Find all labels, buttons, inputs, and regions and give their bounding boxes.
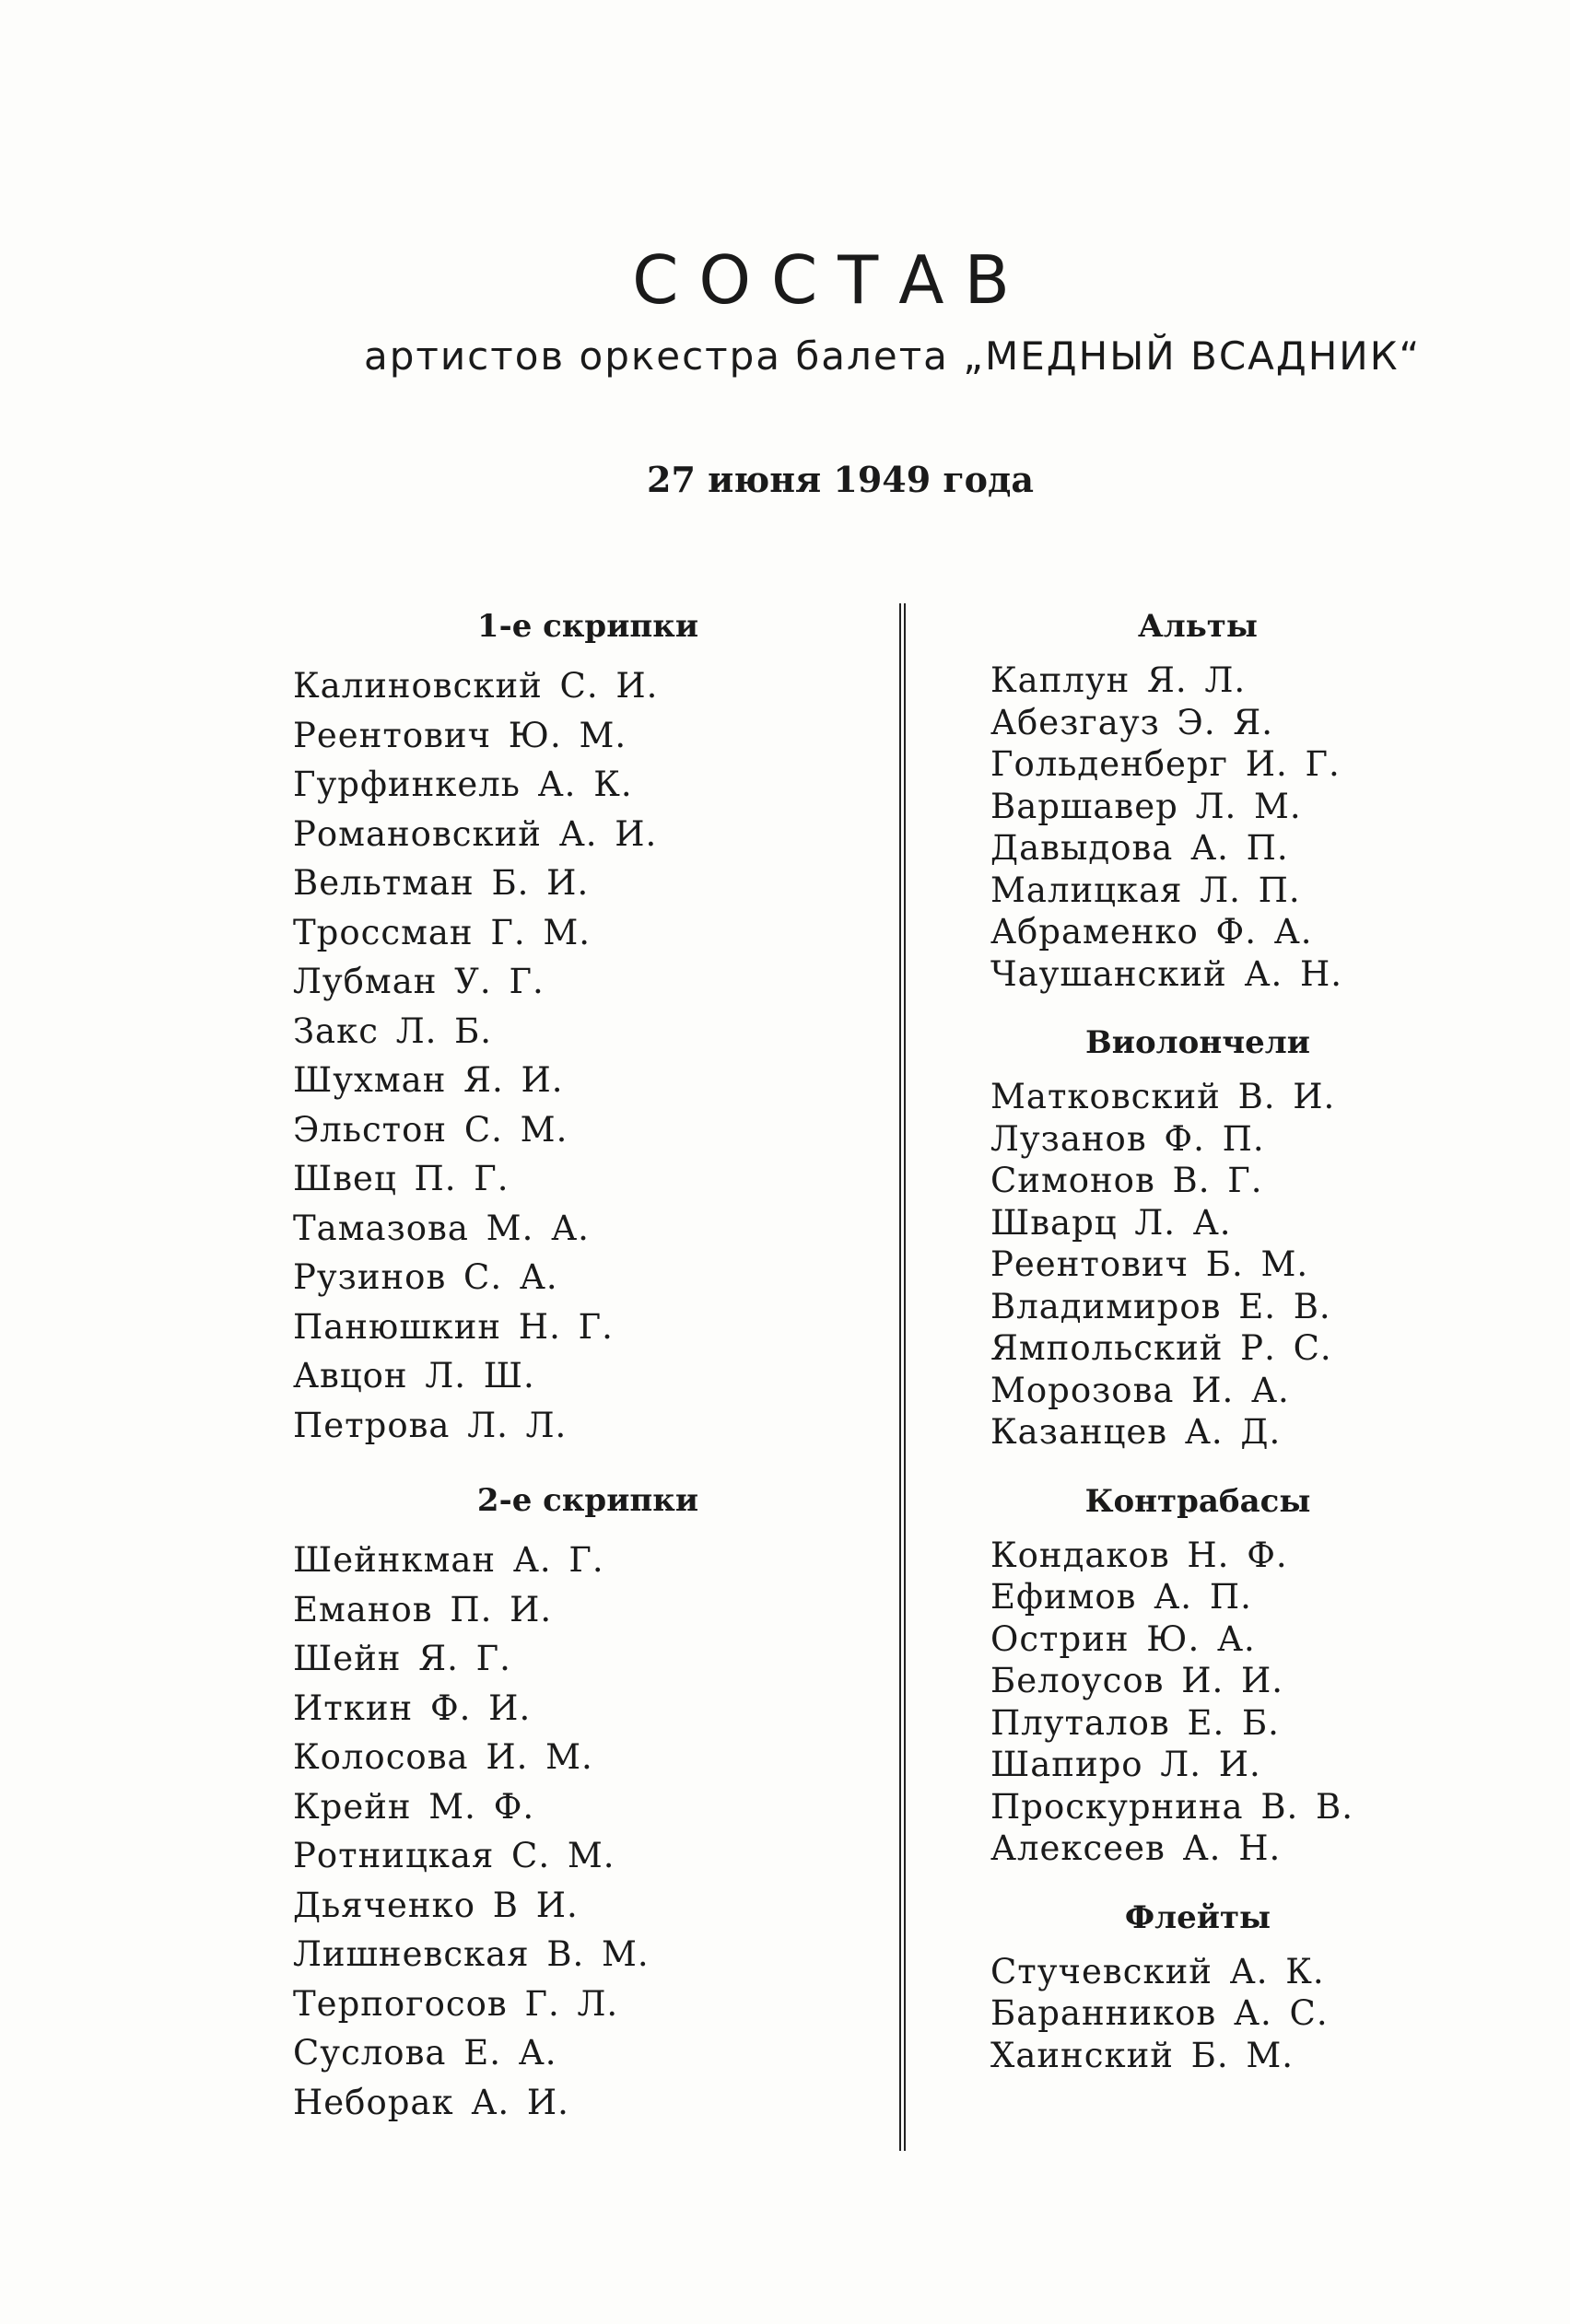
name-list [990, 1951, 1405, 2077]
musician-name: Лишневская В. М. [293, 1934, 650, 1974]
name-list [990, 660, 1405, 995]
column-divider [899, 603, 906, 2151]
page-title: СОСТАВ [632, 241, 1030, 319]
musician-name: Романовский А. И. [293, 813, 658, 854]
section-heading: Контрабасы [1084, 1482, 1311, 1520]
section-violins-1 [293, 599, 846, 1450]
musician-name: Закс Л. Б. [293, 1010, 493, 1051]
musician-name: Колосова И. М. [293, 1737, 593, 1777]
right-column [990, 599, 1405, 2076]
musician-name: Варшавер Л. М. [990, 786, 1302, 826]
musician-name: Неборак А. И. [293, 2082, 569, 2122]
musician-name: Давыдова А. П. [990, 828, 1289, 868]
musician-name: Крейн М. Ф. [293, 1786, 535, 1827]
musician-name: Калиновский С. И. [293, 666, 659, 706]
musician-name: Суслова Е. А. [293, 2033, 557, 2073]
section-heading: Альты [1138, 608, 1258, 645]
musician-name: Панюшкин Н. Г. [293, 1306, 614, 1347]
section-double-basses [990, 1474, 1405, 1870]
musician-name: Шварц Л. А. [990, 1202, 1232, 1243]
musician-name: Вельтман Б. И. [293, 863, 590, 903]
section-heading: 2-е скрипки [476, 1482, 699, 1519]
musician-name: Тамазова М. А. [293, 1208, 590, 1248]
left-column [293, 599, 846, 2127]
musician-name: Морозова И. А. [990, 1370, 1290, 1410]
musician-name: Эльстон С. М. [293, 1109, 568, 1150]
section-heading: 1-е скрипки [476, 608, 699, 645]
musician-name: Проскурнина В. В. [990, 1786, 1353, 1827]
section-heading: Флейты [1124, 1898, 1271, 1936]
musician-name: Реентович Б. М. [990, 1244, 1309, 1284]
musician-name: Плуталов Е. Б. [990, 1702, 1280, 1743]
musician-name: Чаушанский А. Н. [990, 953, 1343, 994]
musician-name: Абезгауз Э. Я. [990, 702, 1274, 742]
musician-name: Еманов П. И. [293, 1589, 553, 1629]
musician-name: Владимиров Е. В. [990, 1286, 1331, 1326]
musician-name: Хаинский Б. М. [990, 2035, 1295, 2075]
section-cellos [990, 1015, 1405, 1454]
name-list [990, 1076, 1405, 1454]
musician-name: Казанцев А. Д. [990, 1412, 1282, 1452]
musician-name: Ефимов А. П. [990, 1577, 1252, 1617]
musician-name: Петрова Л. Л. [293, 1405, 568, 1445]
musician-name: Малицкая Л. П. [990, 870, 1301, 910]
section-flutes [990, 1890, 1405, 2077]
musician-name: Рузинов С. А. [293, 1257, 558, 1297]
performance-date: 27 июня 1949 года [647, 459, 1034, 500]
musician-name: Шапиро Л. И. [990, 1745, 1261, 1784]
musician-name: Каплун Я. Л. [990, 660, 1247, 700]
musician-name: Острин Ю. А. [990, 1618, 1256, 1659]
musician-name: Кондаков Н. Ф. [990, 1535, 1288, 1575]
musician-name: Терпогосов Г. Л. [293, 1983, 619, 2024]
musician-name: Алексеев А. Н. [990, 1828, 1282, 1868]
musician-name: Лубман У. Г. [293, 962, 545, 1001]
musician-name: Троссман Г. М. [293, 912, 592, 952]
musician-name: Дьяченко В И. [293, 1885, 579, 1925]
section-violins-2 [293, 1473, 846, 2127]
musician-name: Авцон Л. Ш. [293, 1356, 535, 1396]
musician-name: Шейн Я. Г. [293, 1639, 511, 1678]
musician-name: Швец П. Г. [293, 1159, 510, 1198]
musician-name: Гурфинкель А. К. [293, 765, 633, 804]
musician-name: Иткин Ф. И. [293, 1688, 532, 1728]
musician-name: Абраменко Ф. А. [990, 912, 1313, 952]
name-list [293, 1536, 846, 2127]
musician-name: Шейнкман А. Г. [293, 1540, 604, 1580]
musician-name: Гольденберг И. Г. [990, 744, 1341, 784]
page-subtitle: артистов оркестра балета „МЕДНЫЙ ВСАДНИК“ [364, 333, 1422, 379]
musician-name: Белоусов И. И. [990, 1661, 1284, 1700]
musician-name: Шухман Я. И. [293, 1060, 564, 1100]
musician-name: Матковский В. И. [990, 1077, 1336, 1116]
musician-name: Симонов В. Г. [990, 1161, 1263, 1200]
musician-name: Стучевский А. К. [990, 1951, 1325, 1991]
musician-name: Реентович Ю. М. [293, 715, 627, 755]
name-list [293, 661, 846, 1450]
name-list [990, 1535, 1405, 1870]
musician-name: Ротницкая С. М. [293, 1836, 615, 1875]
section-violas [990, 599, 1405, 995]
musician-name: Ямпольский Р. С. [990, 1328, 1332, 1368]
musician-name: Лузанов Ф. П. [990, 1118, 1265, 1159]
section-heading: Виолончели [1085, 1024, 1310, 1061]
musician-name: Баранников А. С. [990, 1993, 1329, 2033]
